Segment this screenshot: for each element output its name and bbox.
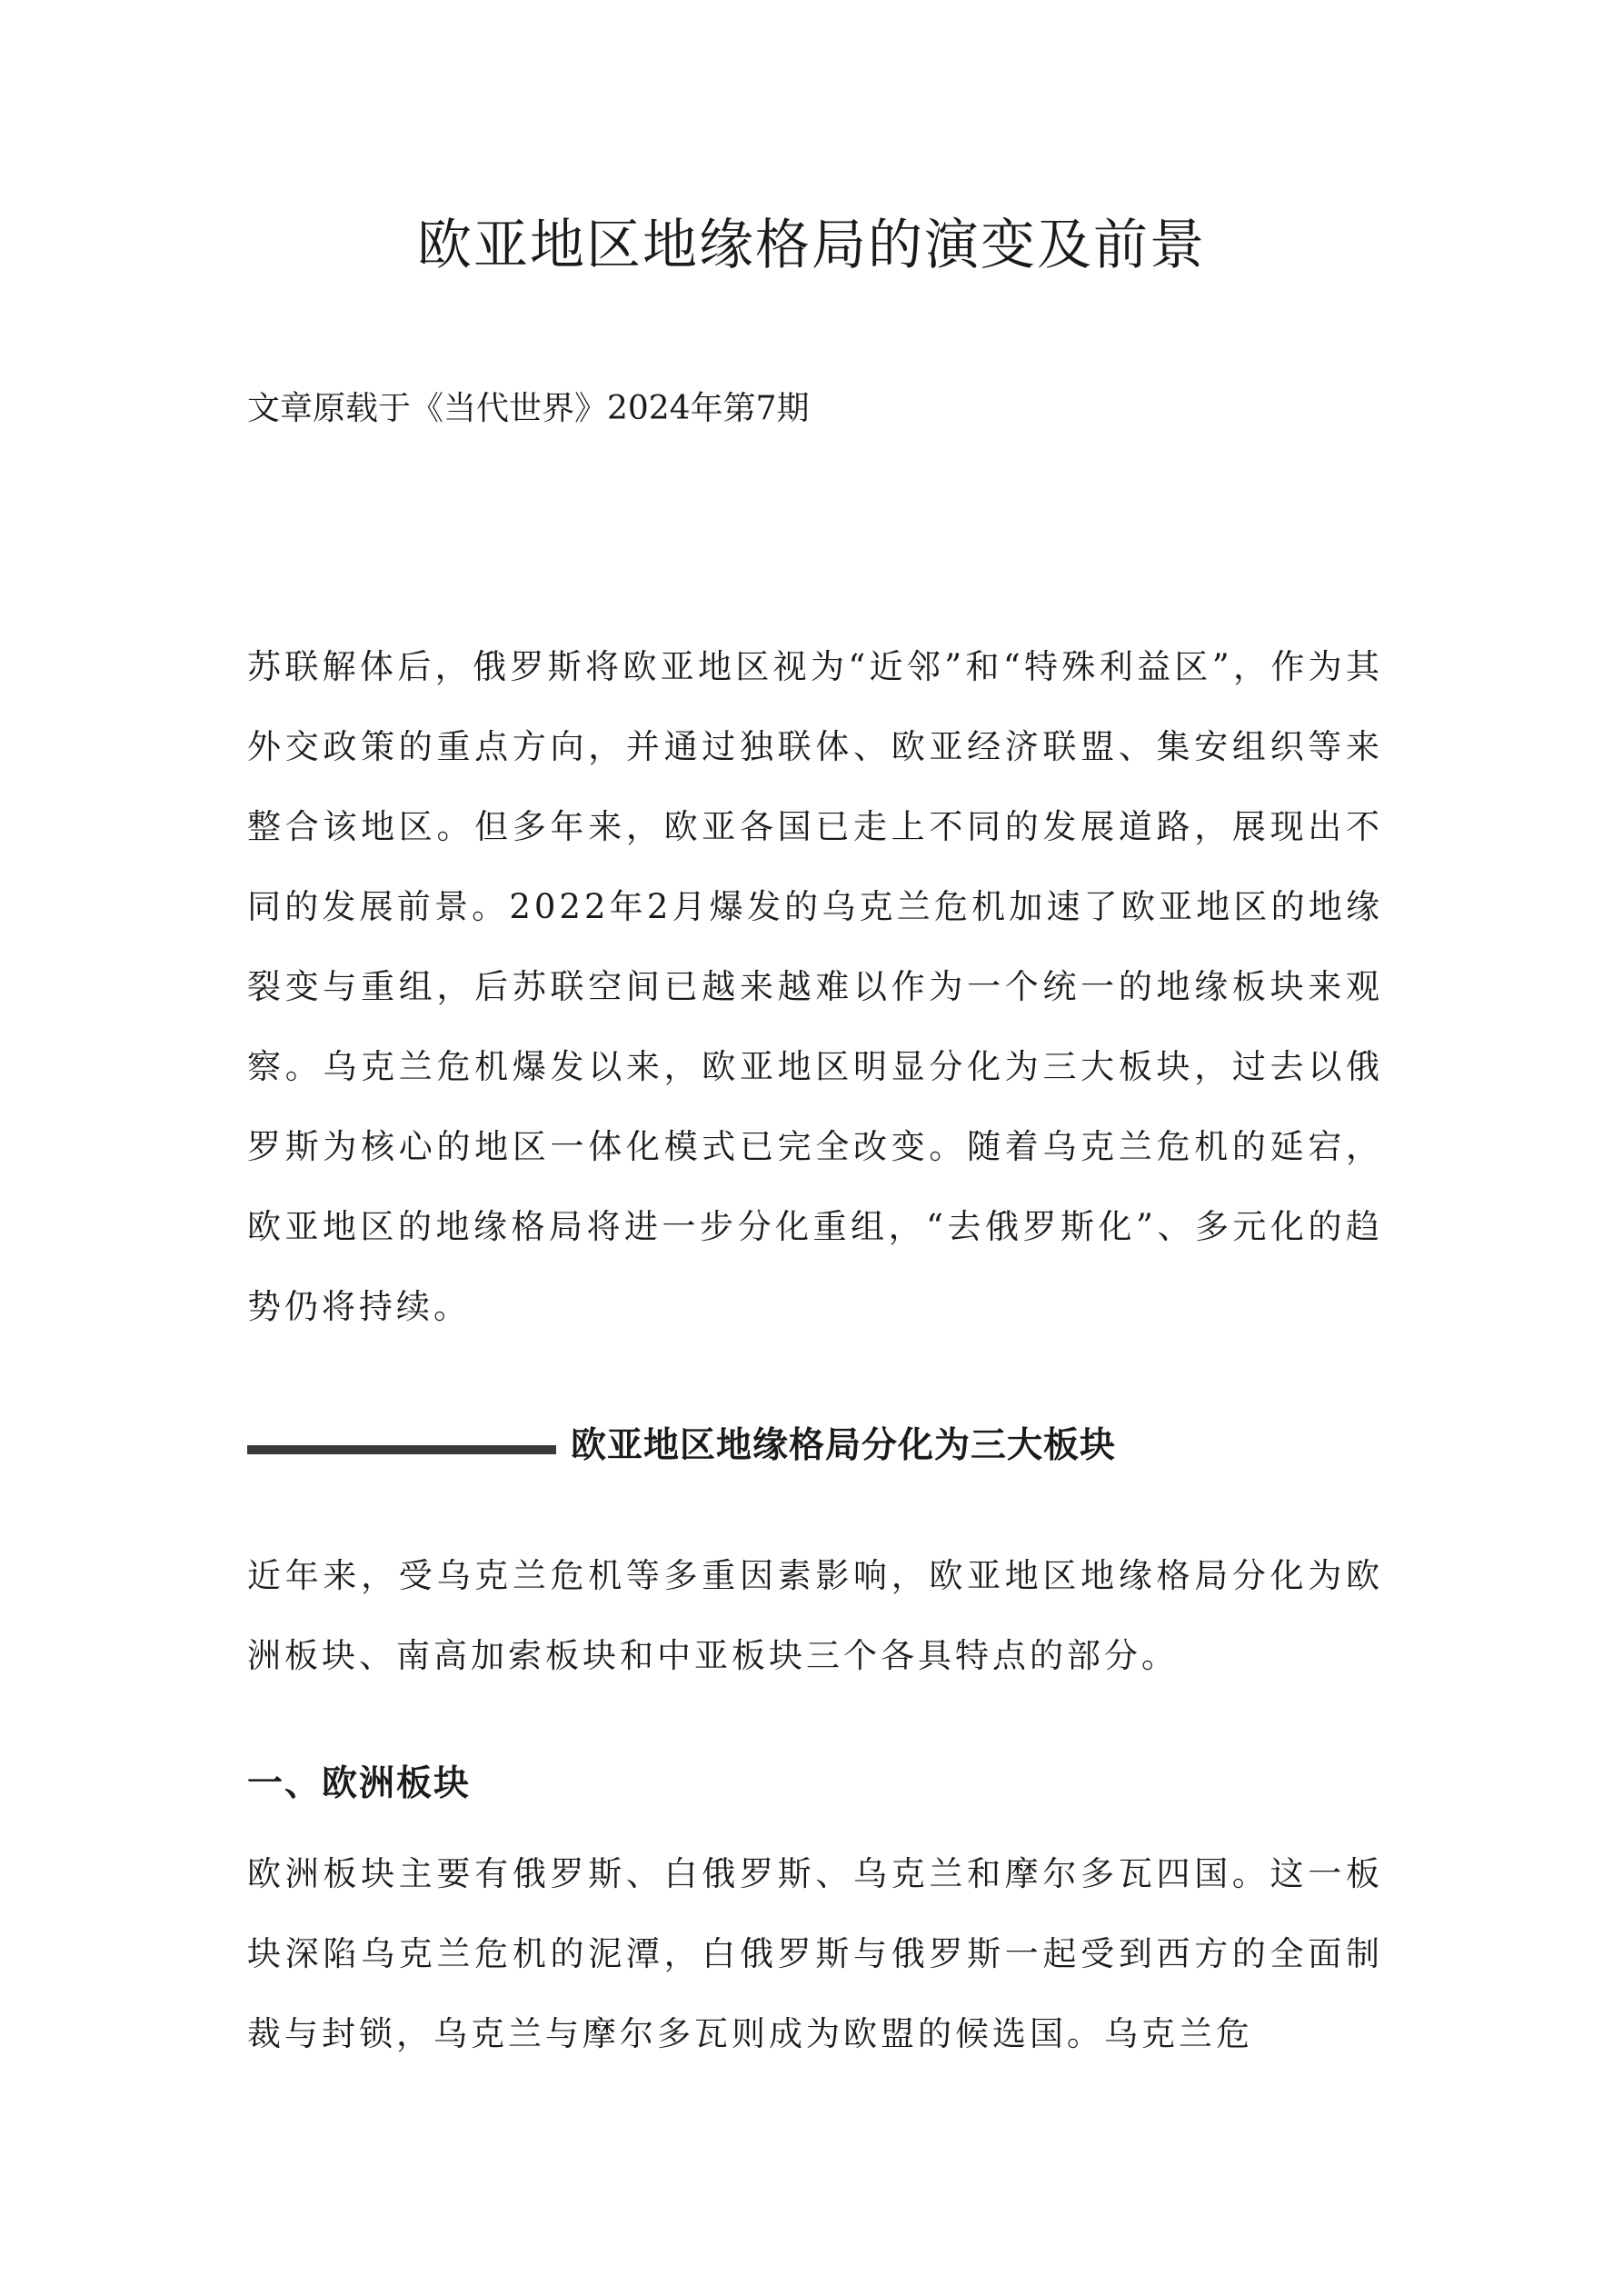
body-paragraph: 近年来，受乌克兰危机等多重因素影响，欧亚地区地缘格局分化为欧洲板块、南高加索板块和中亚板块三个各具特点的部分。 [247,1556,1383,1675]
section-heading: 欧亚地区地缘格局分化为三大板块 [571,1424,1117,1466]
section-divider-bar [247,1445,556,1454]
sub-heading: 一、欧洲板块 [247,1762,472,1804]
source-note: 文章原载于《当代世界》2024年第7期 [247,390,810,427]
body-paragraph: 苏联解体后，俄罗斯将欧亚地区视为“近邻”和“特殊利益区”，作为其外交政策的重点方向，并通过独联体、欧亚经济联盟、集安组织等来整合该地区。但多年来，欧亚各国已走上不同的发展道路，展现出不同的发展前景。2022年2月爆发的乌克兰危机加速了欧亚地区的地缘裂变与重组，后苏联空间已越来越难以作为一个统一的地缘板块来观察。乌克兰危机爆发以来，欧亚地区明显分化为三大板块，过去以俄罗斯为核心的地区一体化模式已完全改变。随着乌克兰危机的延宕，欧亚地区的地缘格局将进一步分化重组，“去俄罗斯化”、多元化的趋势仍将持续。 [247,647,1383,1326]
body-paragraph: 欧洲板块主要有俄罗斯、白俄罗斯、乌克兰和摩尔多瓦四国。这一板块深陷乌克兰危机的泥潭，白俄罗斯与俄罗斯一起受到西方的全面制裁与封锁，乌克兰与摩尔多瓦则成为欧盟的候选国。乌克兰危 [247,1854,1383,2053]
document-title: 欧亚地区地缘格局的演变及前景 [417,214,1206,277]
